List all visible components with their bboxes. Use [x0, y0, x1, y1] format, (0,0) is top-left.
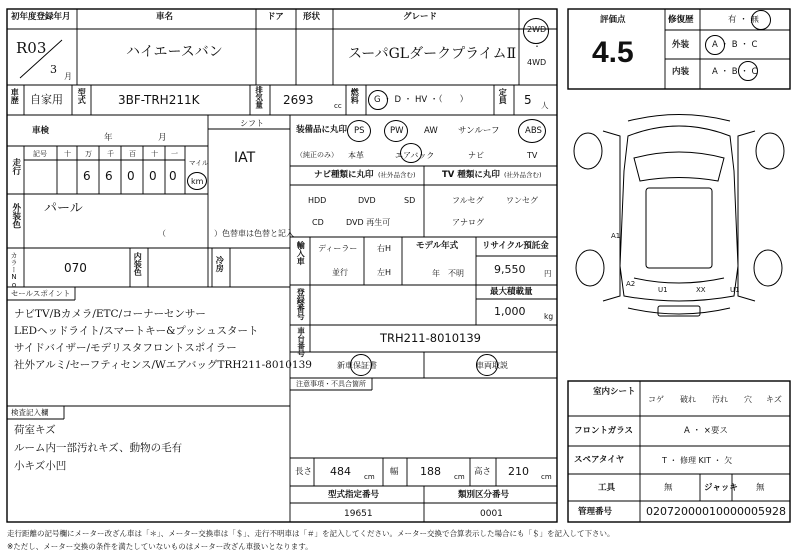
interior-b-circle-mark — [738, 61, 758, 81]
repaint-note: （ ）色替車は色替と記入 — [158, 229, 294, 238]
navi-cd: CD — [312, 218, 324, 227]
navi-sd: SD — [404, 196, 416, 205]
width-unit: cm — [454, 473, 465, 481]
equip-airbag: エアバック — [395, 151, 435, 160]
shape-label: 形状 — [303, 12, 321, 22]
front-left-tire — [574, 133, 602, 169]
model-code: 3BF-TRH211K — [118, 93, 200, 107]
reg-month-unit: 月 — [64, 72, 72, 81]
inspector-note-1: 荷室キズ — [14, 424, 56, 436]
type-designation-label: 型式指定番号 — [328, 490, 380, 500]
new-car-warranty: 新車保証書 — [337, 361, 377, 370]
cc-unit: cc — [334, 102, 342, 110]
grade-label: グレード — [403, 12, 438, 22]
management-no-value: 02072000010000005928 — [646, 505, 786, 518]
mileage-digit-5: 0 — [169, 169, 177, 183]
inspector-note-3: 小キズ小凹 — [14, 460, 67, 472]
mile-label: マイル — [189, 159, 209, 167]
cooler-label: 冷房 — [215, 256, 225, 272]
fuel-gasoline-circle-mark — [368, 90, 388, 110]
drive-separator: ・ — [533, 42, 541, 51]
equip-ps-circle-mark — [347, 120, 371, 142]
footer-note-2: ※ただし、メーター交換の条件を満たしていないものはメーター改ざん車扱いとなります。 — [7, 542, 313, 551]
rear-left-tire — [576, 250, 604, 286]
front-right-tire — [756, 133, 784, 169]
room-seat-label: 室内シート — [593, 387, 636, 397]
equip-pw-circle-mark — [384, 120, 408, 142]
type-designation-value: 19651 — [344, 509, 373, 519]
tv-fullseg: フルセグ — [452, 196, 484, 205]
width-value: 188 — [420, 465, 441, 478]
sales-point-2: LEDヘッドライト/スマートキー&プッシュスタート — [14, 325, 259, 337]
interior-grade-label: 内装 — [672, 67, 690, 77]
room-seat-option-dirt: 汚れ — [712, 395, 728, 404]
displacement-label: 排気量 — [254, 86, 264, 109]
room-seat-option-hole: 穴 — [744, 395, 752, 404]
exterior-options: A ・ B ・ C — [712, 40, 758, 50]
capacity-unit: 人 — [541, 101, 549, 110]
kg-unit: kg — [544, 312, 554, 321]
length-unit: cm — [364, 473, 375, 481]
mileage-digit-4: 0 — [149, 169, 157, 183]
tools-label: 工具 — [598, 483, 616, 493]
color-label: 外装色 — [10, 203, 21, 229]
front-bumper-outline — [628, 115, 730, 122]
room-seat-option-tear: 破れ — [680, 395, 696, 404]
model-year-label: モデル年式 — [416, 241, 459, 251]
mileage-digit-2: 6 — [105, 169, 113, 183]
grade-value: スーパGLダークプライムⅡ — [348, 46, 517, 62]
tv-oneseg: ワンセグ — [506, 196, 538, 205]
rear-right-tire — [754, 250, 782, 286]
door-label: ドア — [267, 12, 284, 22]
import-car-label: 輸入車 — [296, 241, 306, 265]
import-parallel: 並行 — [332, 268, 348, 277]
capacity-label: 定員 — [498, 88, 508, 104]
length-label: 長さ — [295, 467, 313, 477]
capacity-value: 5 — [524, 93, 532, 107]
drive-2wd-circle-mark — [523, 18, 549, 44]
exterior-a-circle-mark — [705, 35, 725, 55]
drive-4wd: 4WD — [527, 58, 547, 67]
shaken-year-unit: 年 — [104, 133, 113, 143]
usage-value: 自家用 — [30, 93, 63, 106]
right-side-outline — [738, 131, 755, 301]
warranty-circle-mark — [350, 354, 372, 376]
equip-leather: 本革 — [348, 151, 364, 160]
sales-point-3: サイドバイザー/モデリスタフロントスポイラー — [14, 342, 237, 354]
fuel-label: 燃料 — [350, 88, 360, 104]
navi-dvd: DVD — [358, 196, 376, 205]
yen-unit: 円 — [544, 269, 552, 278]
mileage-digit-3: 0 — [127, 169, 135, 183]
windshield-options: A ・ ×要ス — [684, 426, 728, 436]
equip-pw: PW — [390, 126, 404, 136]
shift-value: IAT — [234, 150, 256, 166]
chassis-no-value: TRH211-8010139 — [380, 331, 481, 345]
model-year-value: 年 不明 — [432, 269, 464, 278]
km-circle-mark — [187, 172, 207, 190]
score-label: 評価点 — [600, 15, 626, 25]
sales-point-4: 社外アルミ/セーフティセンス/WエアバッグTRH211-8010139 — [14, 359, 312, 371]
spare-tire-label: スペアタイヤ — [574, 455, 625, 465]
shaken-month-unit: 月 — [158, 133, 167, 143]
model-code-label: 型式 — [77, 88, 87, 104]
navi-hdd: HDD — [308, 196, 327, 205]
sales-point-1: ナビTV/Bカメラ/ETC/コーナーセンサー — [14, 308, 206, 320]
equip-ps: PS — [354, 126, 365, 136]
reg-year-label: 初年度登録年月 — [11, 12, 71, 22]
rear-bumper-outline — [628, 308, 730, 314]
mileage-col-3: 千 — [107, 150, 114, 158]
spare-tire-options: T ・ 修理 KIT ・ 欠 — [662, 456, 733, 465]
tools-value: 無 — [664, 483, 673, 493]
mileage-col-1: 十 — [64, 150, 71, 158]
height-value: 210 — [508, 465, 529, 478]
equipment-label: 装備品に丸印 — [296, 125, 348, 135]
tv-analog: アナログ — [452, 218, 484, 227]
class-number-value: 0001 — [480, 509, 503, 519]
manual-circle-mark — [476, 354, 498, 376]
chassis-no-label: 車台番号 — [296, 327, 306, 357]
interior-color-label: 内装色 — [133, 252, 143, 276]
displacement-value: 2693 — [283, 93, 314, 107]
mileage-col-6: 一 — [171, 150, 178, 158]
room-seat-option-scratch: キズ — [766, 395, 782, 404]
exterior-label: 外装 — [672, 40, 690, 50]
navi-type-label: ナビ種類に丸印 — [314, 170, 374, 180]
diagram-mark-u1-left: U1 — [658, 286, 668, 294]
drive-2wd: 2WD — [527, 25, 547, 34]
equipment-sub-label: （純正のみ） — [296, 151, 338, 159]
width-label: 幅 — [390, 467, 399, 477]
usage-label: 車歴 — [10, 88, 20, 104]
navi-dvd-play: DVD 再生可 — [346, 218, 391, 227]
diagram-mark-a2: A2 — [626, 280, 636, 288]
mileage-col-2: 万 — [85, 150, 92, 158]
car-inspection-diagram — [568, 96, 790, 376]
jack-label: ジャッキ — [704, 483, 738, 493]
equip-airbag-circle-mark — [400, 143, 422, 163]
fuel-options: G ・ D ・ HV ・（ ） — [374, 95, 469, 105]
mileage-symbol-label: 記号 — [33, 150, 47, 158]
equip-navi: ナビ — [468, 151, 484, 160]
max-load-value: 1,000 — [494, 305, 526, 318]
footer-note-1: 走行距離の記号欄にメーター改ざん車は「＊」、メーター交換車は「＄」、走行不明車は「＃」を記入してください。メーター交換で合算表示した場合にも「＄」を記入して下さい。 — [7, 529, 615, 538]
recycle-fee-label: リサイクル預託金 — [482, 241, 549, 251]
inspector-note-2: ルーム内一部汚れキズ、動物の毛有 — [14, 442, 183, 454]
tv-type-sub: (社外品含む) — [504, 171, 542, 179]
registration-no-label: 登録番号 — [296, 288, 306, 320]
navi-type-sub: (社外品含む) — [378, 171, 416, 179]
car-name: ハイエースバン — [126, 44, 223, 60]
color-no-value: 070 — [64, 261, 87, 275]
mileage-col-5: 十 — [151, 150, 158, 158]
management-no-label: 管理番号 — [578, 507, 613, 517]
reg-month: 3 — [50, 63, 57, 76]
mileage-digit-1: 6 — [83, 169, 91, 183]
class-number-label: 類別区分番号 — [458, 490, 510, 500]
equip-abs: ABS — [525, 126, 542, 136]
color-value: パール — [44, 201, 83, 216]
windshield-outline — [634, 152, 724, 181]
jack-value: 無 — [756, 483, 765, 493]
score-value: 4.5 — [592, 36, 634, 69]
equip-aw: AW — [424, 126, 438, 136]
equip-abs-circle-mark — [518, 119, 546, 143]
mileage-label: 走行 — [10, 158, 21, 175]
color-no-label: カラーNo. — [10, 252, 19, 297]
inspector-notes-label: 検査記入欄 — [11, 408, 49, 417]
right-hand-drive: 右H — [377, 244, 392, 253]
equip-tv: TV — [527, 151, 538, 160]
windshield-label: フロントガラス — [574, 426, 633, 436]
interior-options: A ・ B ・ C — [712, 67, 758, 77]
mileage-col-4: 百 — [129, 150, 136, 158]
rear-outline — [634, 278, 724, 283]
diagram-mark-a1: A1 — [611, 232, 621, 240]
height-unit: cm — [541, 473, 552, 481]
owner-manual: 車両取説 — [476, 361, 508, 370]
repair-none-circle-mark — [751, 10, 771, 30]
diagram-mark-xx: XX — [696, 286, 706, 294]
room-seat-option-burn: コゲ — [648, 395, 664, 404]
repair-history-options: 有 ・ 無 — [728, 15, 759, 25]
max-load-label: 最大積載量 — [490, 287, 533, 297]
left-hand-drive: 左H — [377, 268, 392, 277]
car-name-label: 車名 — [156, 12, 174, 22]
shift-label: シフト — [240, 119, 264, 128]
reg-era-year: R03 — [16, 39, 47, 57]
height-label: 高さ — [474, 467, 492, 477]
roof-outline — [646, 188, 712, 268]
left-side-outline — [603, 131, 620, 301]
repair-history-label: 修復歴 — [668, 15, 694, 25]
equip-sunroof: サンルーフ — [458, 126, 500, 136]
recycle-fee-value: 9,550 — [494, 263, 526, 276]
import-dealer: ディーラー — [318, 244, 358, 253]
tv-type-label: TV 種類に丸印 — [442, 170, 500, 180]
shaken-label: 車検 — [32, 126, 50, 136]
sales-points-label: セールスポイント — [11, 289, 71, 298]
km-label: km — [191, 177, 204, 186]
diagram-mark-u1-right: U1 — [730, 286, 740, 294]
length-value: 484 — [330, 465, 351, 478]
defects-notes-label: 注意事項・不具合箇所 — [296, 380, 366, 388]
